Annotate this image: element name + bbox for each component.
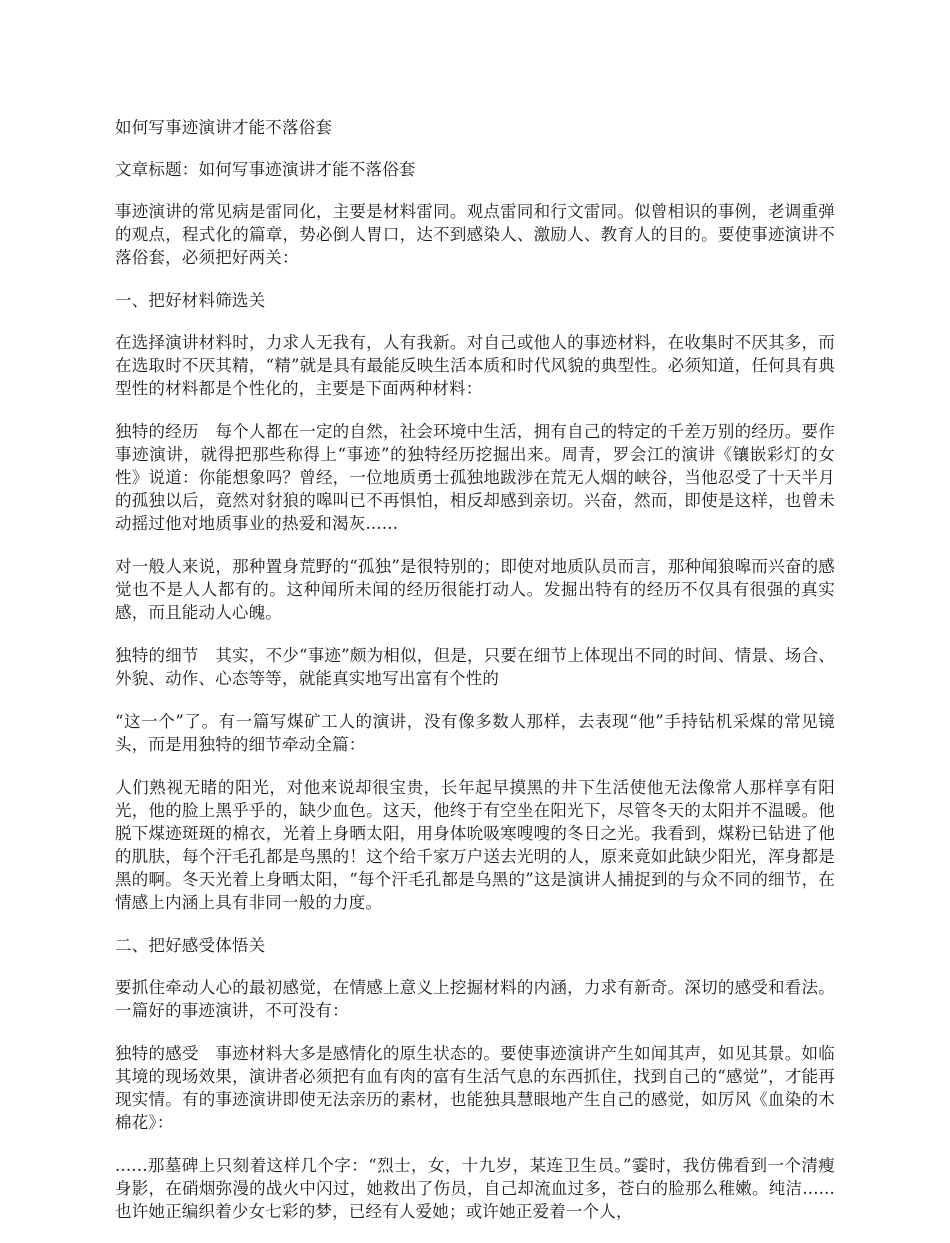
paragraph-unique-experience: 独特的经历 每个人都在一定的自然，社会环境中生活，拥有自己的特定的千差万别的经历。要作事迹演讲，就得把那些称得上“事迹”的独特经历挖掘出来。周青，罗会江的演讲《镶嵌彩灯的女性》说道：你能想象吗？曾经，一位地质勇士孤独地跋涉在荒无人烟的峡谷，当他忍受了十天半月的孤独以后，竟然对豺狼的嗥叫已不再惧怕，相反却感到亲切。兴奋，然而，即使是这样，也曾未动摇过他对地质事业的热爱和渴灰...... xyxy=(115,422,835,533)
article-title: 文章标题：如何写事迹演讲才能不落俗套 xyxy=(115,160,416,179)
paragraph-quote-tombstone: ......那墓碑上只刻着这样几个字：“烈士，女，十九岁，某连卫生员。”霎时，我仿佛看到一个清瘦身影，在硝烟弥漫的战火中闪过，她救出了伤员，自己却流血过多，苍白的脸那么稚嫩。纯洁......也许她正编织着少女七彩的梦，已经有人爱她；或许她正爱着一个人， xyxy=(115,1156,835,1221)
document-body xyxy=(115,116,835,1243)
paragraph-unique-detail: 独特的细节 其实，不少“事迹”颇为相似，但是，只要在细节上体现出不同的时间、情景、场合、外貌、动作、心态等等，就能真实地写出富有个性的 xyxy=(115,646,835,688)
paragraph: 要抓住牵动人心的最初感觉，在情感上意义上挖掘材料的内涵，力求有新奇。深切的感受和看法。一篇好的事迹演讲，不可没有： xyxy=(115,978,835,1020)
paragraph-unique-feeling: 独特的感受 事迹材料大多是感情化的原生状态的。要使事迹演讲产生如闻其声，如见其景。如临其境的现场效果，演讲者必须把有血有肉的富有生活气息的东西抓住，找到自己的“感觉”，才能再现实情。有的事迹演讲即使无法亲历的素材，也能独具慧眼地产生自己的感觉，如厉风《血染的木棉花》： xyxy=(115,1044,835,1132)
section-heading-feeling: 二、把好感受体悟关 xyxy=(115,936,266,955)
paragraph: “这一个”了。有一篇写煤矿工人的演讲，没有像多数人那样，去表现“他”手持钻机采煤的常见镜头，而是用独特的细节牵动全篇： xyxy=(115,712,835,754)
paragraph-quote-miner: 人们熟视无睹的阳光，对他来说却很宝贵，长年起早摸黑的井下生活使他无法像常人那样享有阳光，他的脸上黑乎乎的，缺少血色。这天，他终于有空坐在阳光下，尽管冬天的太阳并不温暖。他脱下煤迹斑斑的棉衣，光着上身晒太阳，用身体吮吸寒嗖嗖的冬日之光。我看到，煤粉已钻进了他的肌肤，每个汗毛孔都是鸟黑的！这个给千家万户送去光明的人，原来竟如此缺少阳光，浑身都是黑的啊。冬天光着上身晒太阳，“每个汗毛孔都是乌黑的”这是演讲人捕捉到的与众不同的细节，在情感上内涵上具有非同一般的力度。 xyxy=(115,778,835,912)
paragraph: 在选择演讲材料时，力求人无我有，人有我新。对自己或他人的事迹材料，在收集时不厌其多，而在选取时不厌其精，“精”就是具有最能反映生活本质和时代风貌的典型性。必须知道，任何具有典型性的材料都是个性化的，主要是下面两种材料： xyxy=(115,333,835,398)
document-title: 如何写事迹演讲才能不落俗套 xyxy=(115,118,333,137)
paragraph: 对一般人来说，那种置身荒野的“孤独”是很特别的；即使对地质队员而言，那种闻狼嗥而兴奋的感觉也不是人人都有的。这种闻所未闻的经历很能打动人。发掘出特有的经历不仅具有很强的真实感，而且能动人心魄。 xyxy=(115,557,835,622)
section-heading-material: 一、把好材料筛选关 xyxy=(115,291,266,310)
intro-paragraph: 事迹演讲的常见病是雷同化，主要是材料雷同。观点雷同和行文雷同。似曾相识的事例，老调重弹的观点，程式化的篇章，势必倒人胃口，达不到感染人、激励人、教育人的目的。要使事迹演讲不落俗套，必须把好两关： xyxy=(115,202,835,267)
